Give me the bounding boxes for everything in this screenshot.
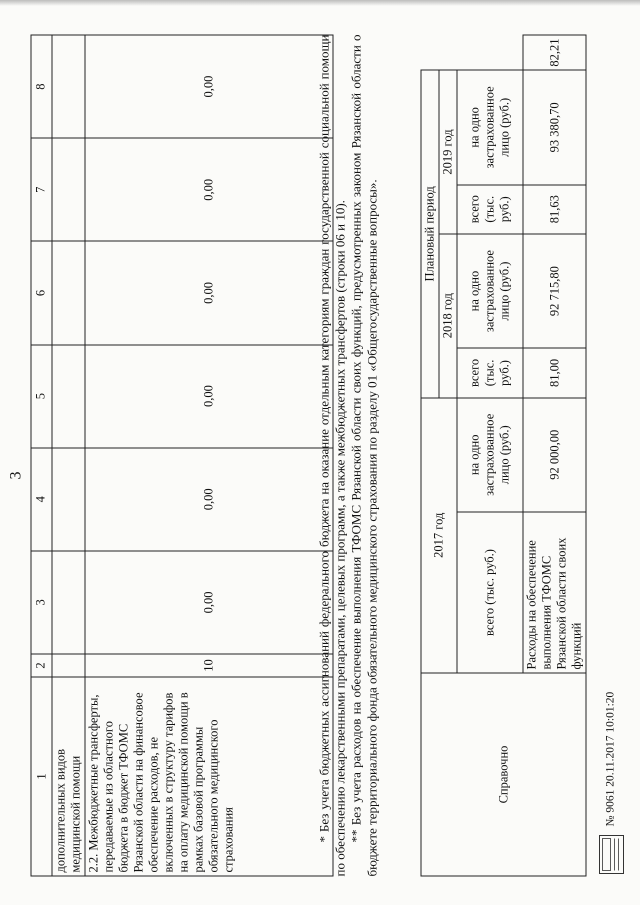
row-2-2-name: 2.2. Межбюджетные трансферты, передаваемые из областного бюджета в бюджет ТФОМС Рязанской области на финансовое обеспечение расходов, не включенных в структуру тарифов на оплату медицинской помощи в рамках базовой программы обязательного медицинского страхования (85, 677, 333, 876)
row-2-2-col6: 0,00 (85, 241, 333, 344)
ref-2017-total-header: всего (тыс. руб.) (457, 512, 523, 673)
ref-2019-per: 82,21 (523, 35, 586, 70)
row-2-2-col4: 0,00 (85, 448, 333, 551)
reference-table (421, 35, 587, 877)
main-table (31, 35, 334, 877)
main-table-header (31, 35, 52, 876)
ref-2018-total-header: всего (тыс. руб.) (457, 348, 523, 397)
col-header-4: 4 (31, 448, 52, 551)
ref-year-2017: 2017 год (421, 398, 457, 673)
row-continued-name: дополнительных видов медицинской помощи (52, 677, 85, 876)
row-2-2-col5: 0,00 (85, 345, 333, 448)
table-row-2-2 (85, 35, 333, 876)
row-2-2-col3: 0,00 (85, 551, 333, 654)
footnote-2: ** Без учета расходов на обеспечение выполнения ТФОМС Рязанской области своих функций, предусмотренных законом Рязанской области о бюджете территориального фонда обязательного медицинского страхования по разделу 01 «Общегосударственные вопросы». (348, 34, 380, 877)
col-header-2: 2 (31, 654, 52, 677)
rotated-content (1, 0, 640, 905)
col-header-3: 3 (31, 551, 52, 654)
col-header-6: 6 (31, 241, 52, 344)
row-2-2-col7: 0,00 (85, 138, 333, 241)
row-2-2-code: 10 (85, 654, 333, 677)
col-header-1: 1 (31, 677, 52, 876)
ref-year-2018: 2018 год (439, 234, 457, 398)
col-header-8: 8 (31, 35, 52, 138)
ref-2017-per: 81,00 (523, 348, 586, 397)
ref-planned-period: Плановый период (421, 70, 439, 397)
ref-year-2019: 2019 год (439, 70, 457, 234)
ref-2017-per-header: на одно застрахованное лицо (руб.) (457, 398, 523, 512)
table-row-continued (52, 35, 85, 876)
ref-2018-per: 81,63 (523, 185, 586, 234)
registration-stamp-icon (599, 835, 625, 875)
page-number: 3 (7, 471, 25, 480)
ref-2019-total: 93 380,70 (523, 70, 586, 184)
col-header-5: 5 (31, 345, 52, 448)
registration-footer: № 9061 20.11.2017 10:01:20 (604, 691, 617, 827)
ref-row-name: Расходы на обеспечение выполнения ТФОМС Рязанской области своих функций (523, 512, 586, 673)
footnote-1: * Без учета бюджетных ассигнований федерального бюджета на оказание отдельным категориям граждан государственной социальной помощи по обеспечению лекарственными препаратами, целевых программ, а также межбюджетных трансфертов (строки 06 и 10). (316, 34, 348, 877)
ref-2018-per-header: на одно застрахованное лицо (руб.) (457, 234, 523, 348)
ref-2019-per-header: на одно застрахованное лицо (руб.) (457, 70, 523, 184)
col-header-7: 7 (31, 138, 52, 241)
ref-2017-total: 92 000,00 (523, 398, 586, 512)
ref-label: Справочно (421, 673, 586, 876)
footnotes (317, 35, 381, 877)
ref-2019-total-header: всего (тыс. руб.) (457, 185, 523, 234)
row-2-2-col8: 0,00 (85, 35, 333, 138)
ref-2018-total: 92 715,80 (523, 234, 586, 348)
